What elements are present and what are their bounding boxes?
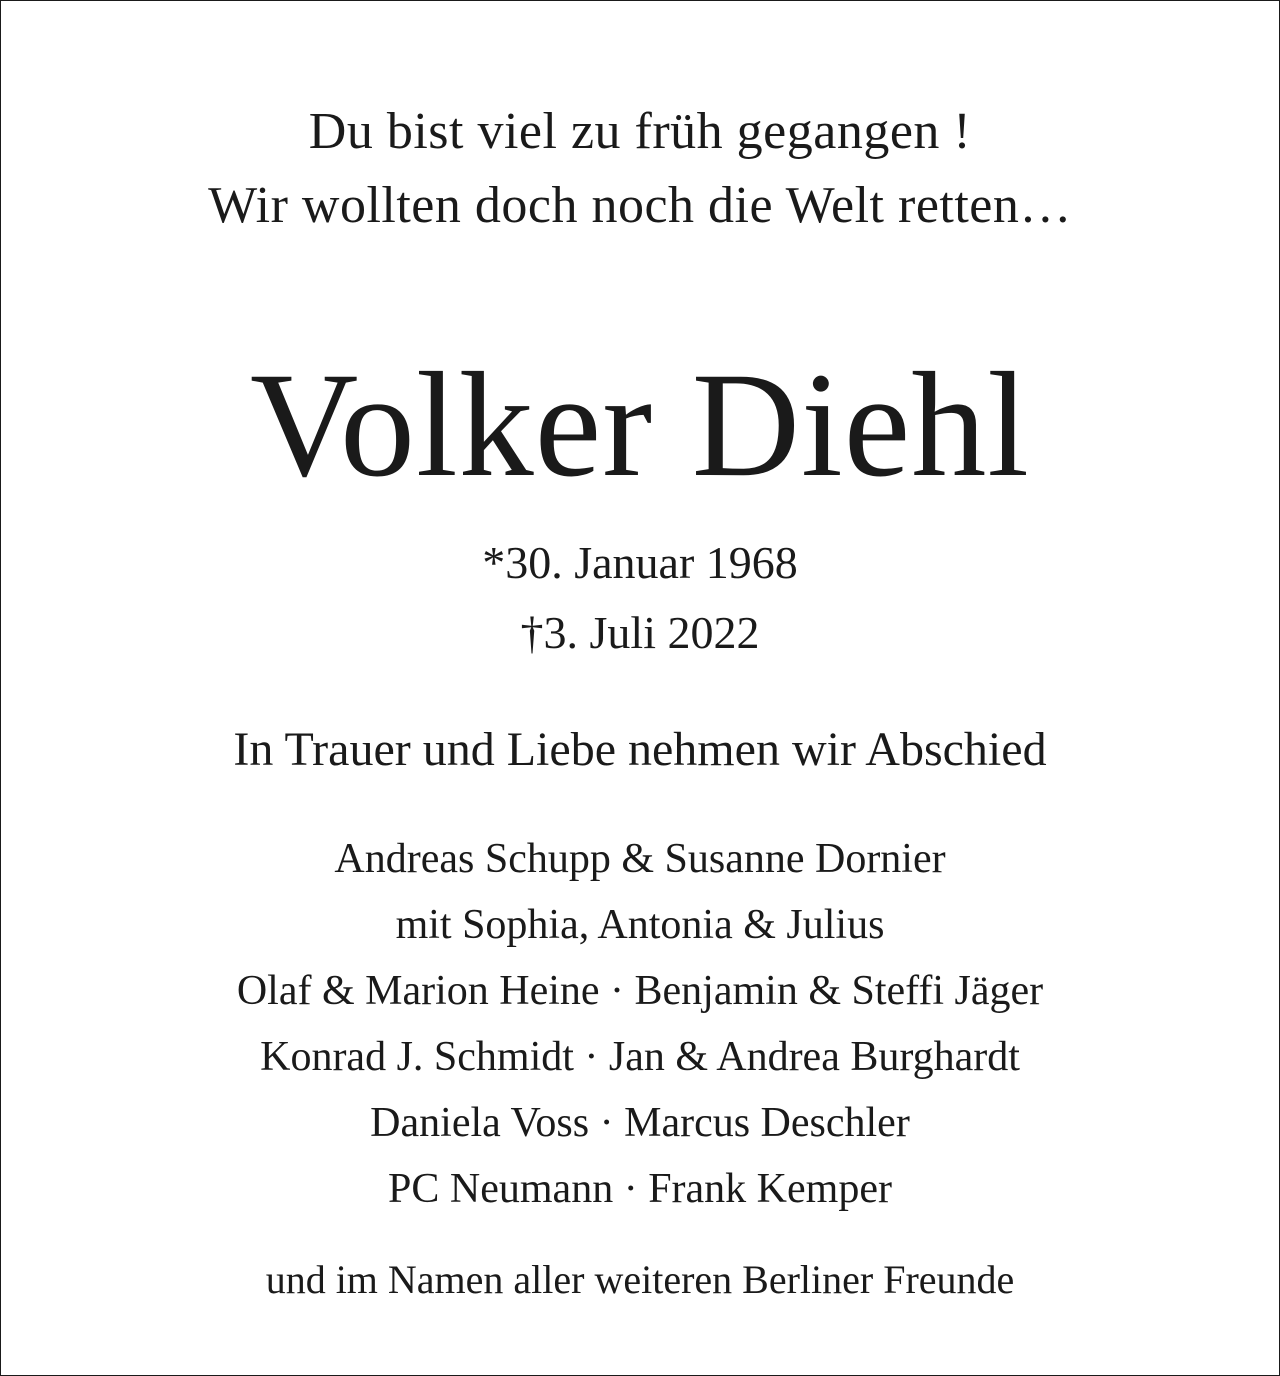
death-date: †3. Juli 2022 <box>520 607 760 658</box>
mourner-line: Andreas Schupp & Susanne Dornier <box>334 836 946 882</box>
closing-line: und im Namen aller weiteren Berliner Freunde <box>265 1257 1015 1302</box>
mourner-line: Konrad J. Schmidt · Jan & Andrea Burghardt <box>260 1034 1020 1080</box>
farewell-line: In Trauer und Liebe nehmen wir Abschied <box>233 723 1047 776</box>
mourner-line: Olaf & Marion Heine · Benjamin & Steffi Jäger <box>236 968 1044 1014</box>
mourner-line: PC Neumann · Frank Kemper <box>388 1166 892 1212</box>
quote-line-2: Wir wollten doch noch die Welt retten… <box>208 177 1072 234</box>
birth-date: *30. Januar 1968 <box>482 537 798 588</box>
quote-line-1: Du bist viel zu früh gegangen ! <box>308 103 972 160</box>
mourner-line: Daniela Voss · Marcus Deschler <box>370 1100 910 1146</box>
mourner-line: mit Sophia, Antonia & Julius <box>395 902 885 948</box>
deceased-name: Volker Diehl <box>250 342 1030 508</box>
